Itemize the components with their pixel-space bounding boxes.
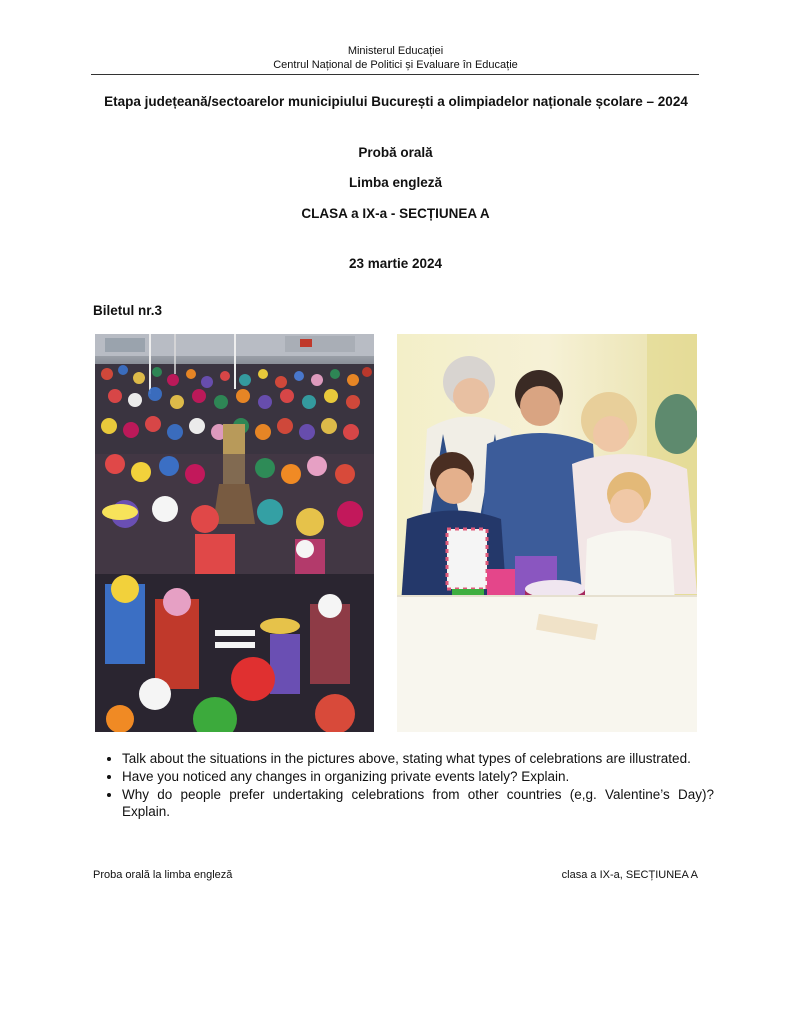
- ministry-name: Ministerul Educației: [347, 45, 444, 57]
- exam-title: Etapa județeană/sectoarelor municipiului București a olimpiadelor naționale școlare – 2024: [104, 94, 688, 109]
- footer-class-section: clasa a IX-a, SECȚIUNEA A: [561, 869, 698, 881]
- family-birthday-photo: [397, 334, 697, 732]
- footer-exam-name: Proba orală la limba engleză: [93, 869, 233, 881]
- task-item: • Talk about the situations in the pictures above, stating what types of celebrations are illustrated.: [122, 750, 714, 767]
- subject: Limba engleză: [348, 175, 443, 190]
- task-item: • Why do people prefer undertaking celebrations from other countries (e,g. Valentine’s Day)? Explain.: [122, 786, 714, 820]
- exam-date: 23 martie 2024: [348, 256, 443, 271]
- task-list: [107, 750, 714, 821]
- center-name: Centrul Național de Politici și Evaluare în Educație: [273, 59, 518, 71]
- class-section: CLASA a IX-a - SECȚIUNEA A: [301, 206, 490, 221]
- header-divider: [91, 74, 699, 75]
- document-header: [0, 44, 791, 72]
- ticket-number: Biletul nr.3: [93, 303, 163, 318]
- test-type: Probă orală: [358, 145, 433, 160]
- carnival-crowd-photo: [95, 334, 374, 732]
- task-item: • Have you noticed any changes in organizing private events lately? Explain.: [122, 768, 714, 785]
